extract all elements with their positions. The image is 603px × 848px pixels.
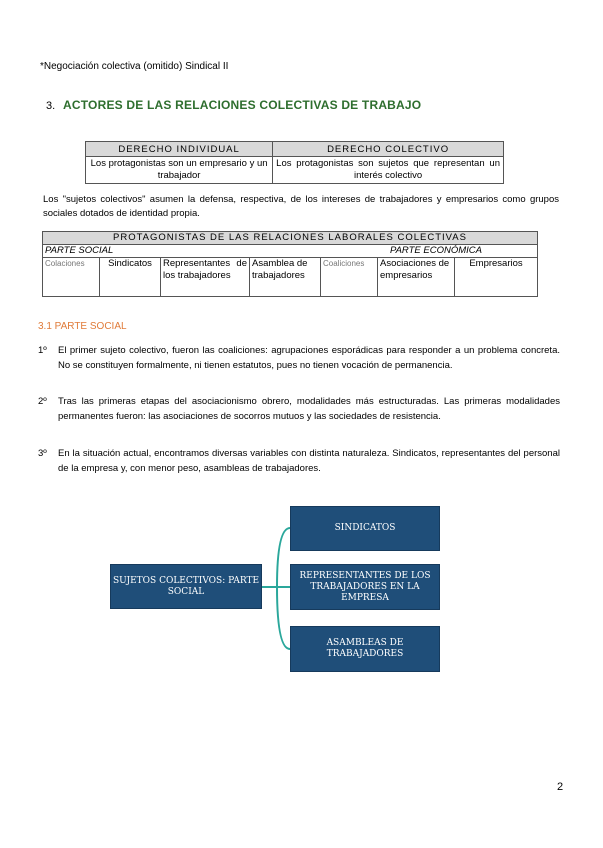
list-item-number: 2º bbox=[38, 396, 47, 407]
protagonistas-table bbox=[42, 231, 538, 297]
cell-derecho-individual: Los protagonistas son un empresario y un trabajador bbox=[86, 157, 273, 184]
cell-asociaciones-empresarios: Asociaciones de empresarios bbox=[378, 258, 455, 297]
cell-sindicatos: Sindicatos bbox=[100, 258, 161, 297]
cell-representantes: Representantes de los trabajadores bbox=[161, 258, 250, 297]
page-number: 2 bbox=[557, 781, 564, 793]
connector-top bbox=[277, 528, 290, 587]
section-number: 3. bbox=[46, 100, 56, 112]
list-item bbox=[38, 395, 560, 424]
list-item bbox=[38, 447, 560, 476]
diagram-box-sindicatos: SINDICATOS bbox=[290, 506, 440, 551]
diagram-box-asambleas: ASAMBLEAS DE TRABAJADORES bbox=[290, 626, 440, 672]
cell-colaciones: Colaciones bbox=[43, 258, 100, 297]
parte-economica-label: PARTE ECONÓMICA bbox=[321, 245, 538, 258]
diagram-box-representantes: REPRESENTANTES DE LOS TRABAJADORES EN LA EMPRESA bbox=[290, 564, 440, 610]
cell-empresarios: Empresarios bbox=[455, 258, 538, 297]
parte-social-label: PARTE SOCIAL bbox=[43, 245, 321, 258]
list-item bbox=[38, 344, 560, 373]
cell-coaliciones: Coaliciones bbox=[321, 258, 378, 297]
derecho-comparison-table bbox=[85, 141, 504, 184]
paragraph-sujetos-colectivos: Los "sujetos colectivos" asumen la defensa, respectiva, de los intereses de trabajadores y empresarios como grupos sociales dotados de identidad propia. bbox=[43, 194, 559, 219]
section-title: ACTORES DE LAS RELACIONES COLECTIVAS DE TRABAJO bbox=[63, 98, 422, 112]
header-derecho-individual: DERECHO INDIVIDUAL bbox=[86, 142, 273, 157]
connector-bottom bbox=[277, 587, 290, 649]
list-item-number: 1º bbox=[38, 345, 47, 356]
diagram-main-box: SUJETOS COLECTIVOS: PARTE SOCIAL bbox=[110, 564, 262, 609]
list-item-number: 3º bbox=[38, 448, 47, 459]
cell-derecho-colectivo: Los protagonistas son sujetos que representan un interés colectivo bbox=[273, 157, 504, 184]
header-note: *Negociación colectiva (omitido) Sindical II bbox=[40, 61, 229, 72]
list-item-text: El primer sujeto colectivo, fueron las coaliciones: agrupaciones esporádicas para responder a un problema concreta. No se constituyen formalmente, ni tienen estatutos, pues no tienen vocación de permanencia. bbox=[58, 345, 560, 371]
header-derecho-colectivo: DERECHO COLECTIVO bbox=[273, 142, 504, 157]
list-item-text: Tras las primeras etapas del asociacionismo obrero, modalidades más estructuradas. Las primeras modalidades permanentes fueron: las asociaciones de socorros mutuos y las sociedades de resistencia. bbox=[58, 396, 560, 422]
list-item-text: En la situación actual, encontramos diversas variables con distinta naturaleza. Sindicatos, representantes del personal de la empresa y, con menor peso, asambleas de trabajadores. bbox=[58, 448, 560, 474]
protagonistas-table-title: PROTAGONISTAS DE LAS RELACIONES LABORALES COLECTIVAS bbox=[43, 232, 538, 245]
cell-asamblea: Asamblea de trabajadores bbox=[250, 258, 321, 297]
subsection-heading: 3.1 PARTE SOCIAL bbox=[38, 321, 127, 332]
